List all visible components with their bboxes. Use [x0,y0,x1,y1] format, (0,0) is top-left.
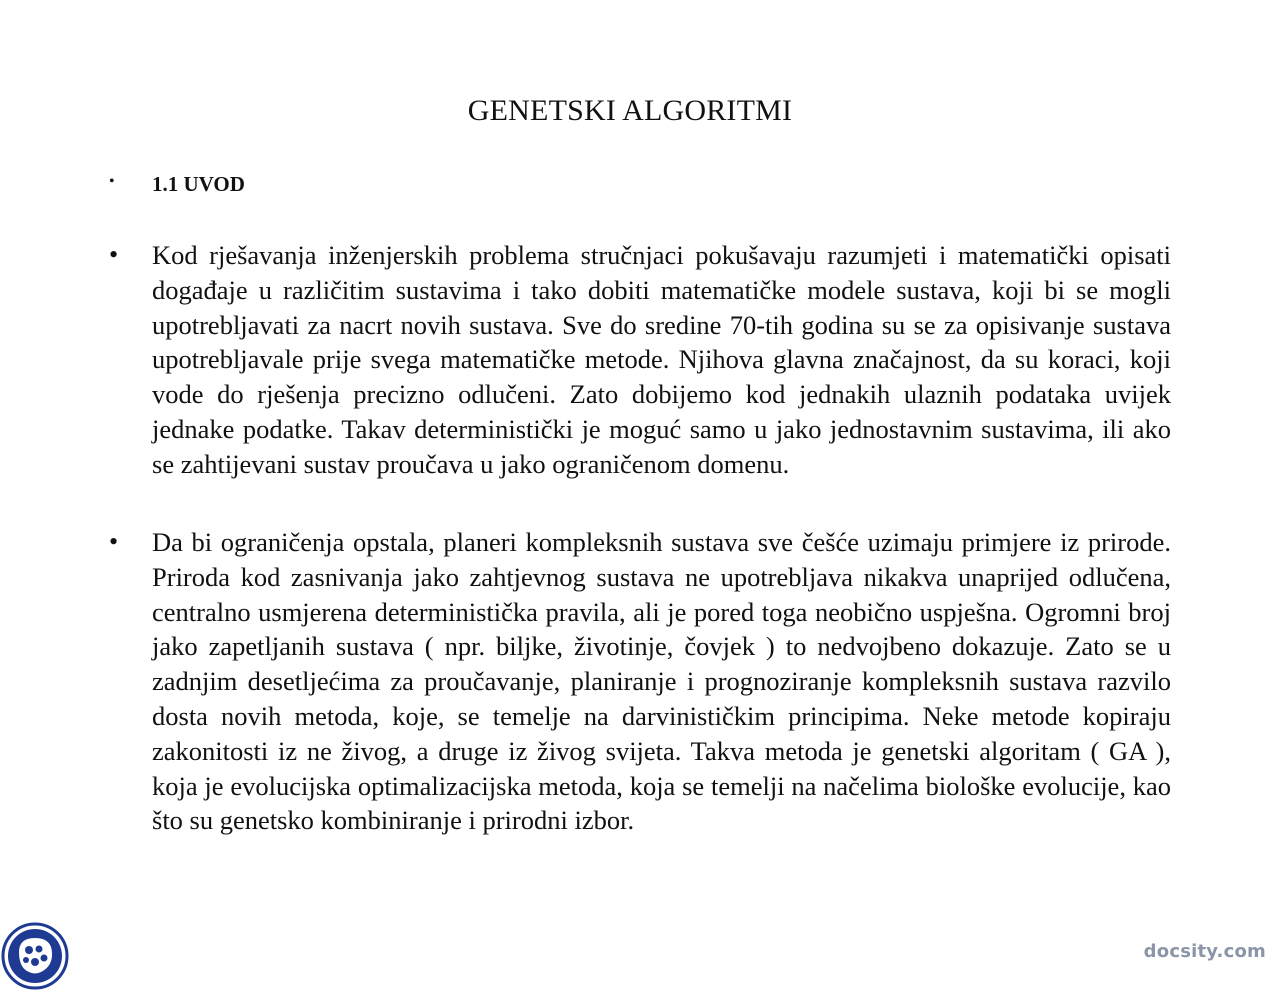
bullet-icon: • [109,240,119,269]
page-title: GENETSKI ALGORITMI [467,94,793,127]
paragraph [109,525,1171,838]
paragraph-text: Kod rješavanja inženjerskih problema stručnjaci pokušavaju razumjeti i matematički opisati događaje u različitim sustavima i tako dobiti matematičke modele sustava, koji bi se mogli upotrebljavati za nacrt novih sustava. Sve do sredine 70-tih godina su se za opisivanje sustava upotrebljavale prije svega matematičke metode. Njihova glavna značajnost, da su koraci, koji vode do rješenja precizno odlučeni. Zato dobijemo kod jednakih ulaznih podataka uvijek jednake podatke. Takav deterministički je moguć samo u jako jednostavnim sustavima, ili ako se zahtijevani sustav proučava u jako ograničenom domenu. [152,240,1171,479]
section-heading-text: 1.1 UVOD [152,172,245,196]
bullet-icon: • [109,173,115,190]
docsity-logo-icon[interactable] [1,922,69,990]
docsity-watermark[interactable]: docsity.com [1143,941,1266,962]
bullet-icon: • [109,527,119,556]
paragraph-text: Da bi ograničenja opstala, planeri kompleksnih sustava sve češće uzimaju primjere iz prirode. Priroda kod zasnivanja jako zahtjevnog sustava ne upotrebljava nikakva unaprijed odlučena, centralno usmjerena deterministička pravila, ali je pored toga neobično uspješna. Ogromni broj jako zapetljanih sustava ( npr. biljke, životinje, čovjek ) to nedvojbeno dokazuje. Zato se u zadnjim desetljećima za proučavanje, planiranje i prognoziranje kompleksnih sustava razvilo dosta novih metoda, koje, se temelje na darvinističkim principima. Neke metode kopiraju zakonitosti iz ne živog, a druge iz živog svijeta. Takva metoda je genetski algoritam ( GA ), koja je evolucijska optimalizacijska metoda, koja se temelji na načelima biološke evolucije, kao što su genetsko kombiniranje i prirodni izbor. [152,527,1171,836]
paragraph [109,238,1171,482]
